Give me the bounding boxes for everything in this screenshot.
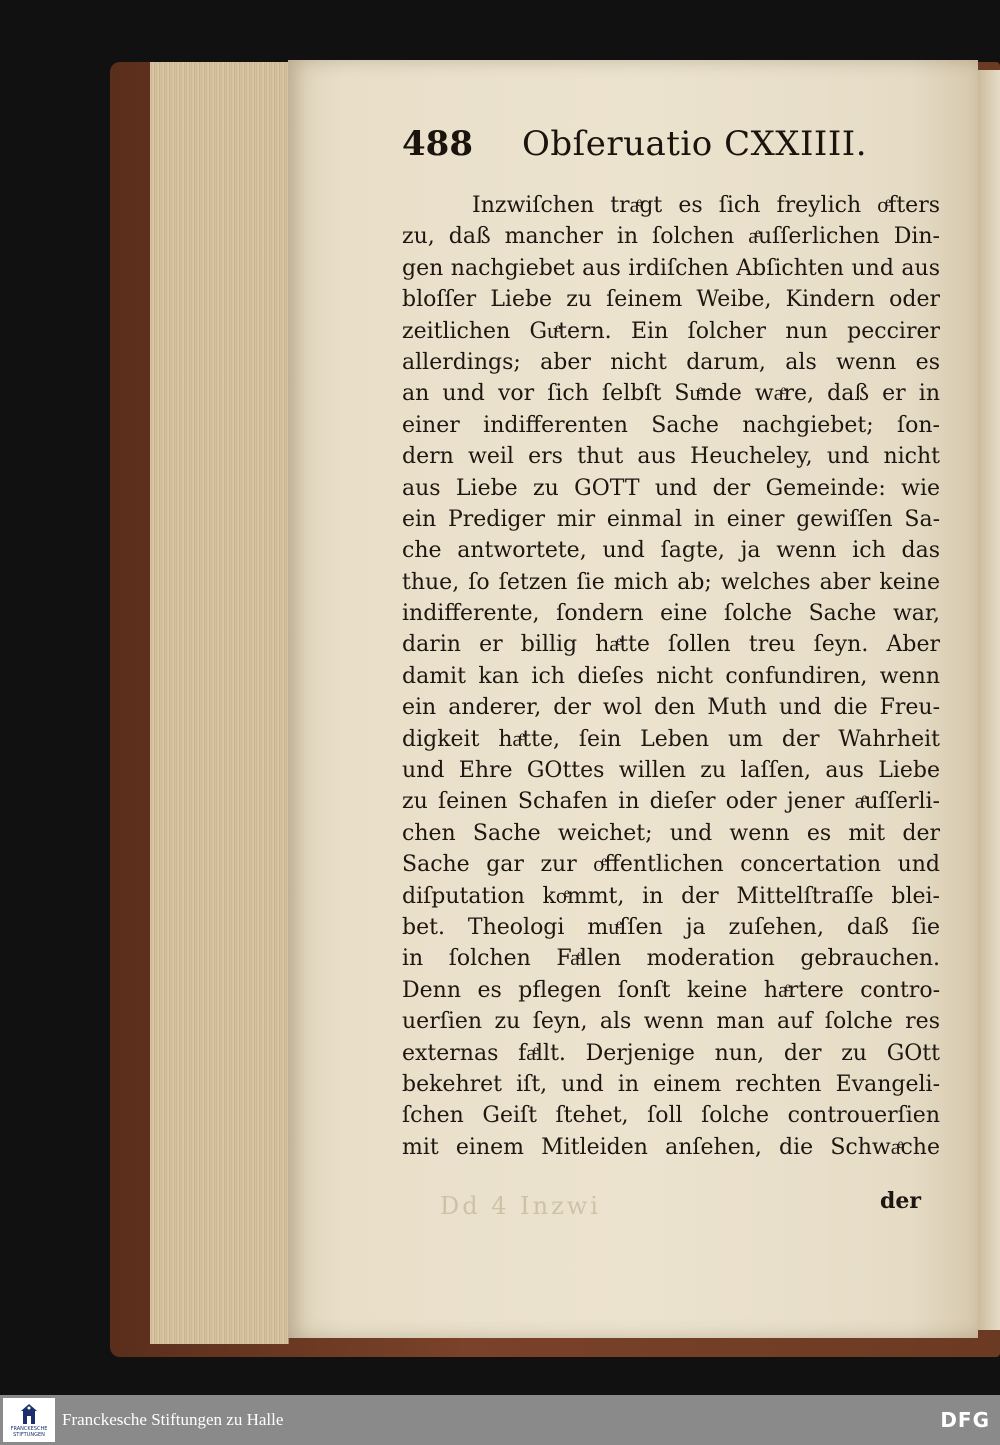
body-text <box>402 190 940 1163</box>
text-line: bloſſer Liebe zu ſeinem Weibe, Kindern oder <box>402 287 940 313</box>
text-line: dern weil ers thut aus Heucheley, und nicht <box>402 444 940 470</box>
footer-bar <box>0 1395 1000 1445</box>
text-line: einer indifferenten Sache nachgiebet; ſon- <box>402 412 940 438</box>
logo-text: FRANCKESCHE STIFTUNGEN <box>10 1426 48 1438</box>
text-line: externas faͤllt. Derjenige nun, der zu GOtt <box>402 1040 940 1066</box>
text-line: digkeit haͤtte, ſein Leben um der Wahrheit <box>402 726 940 752</box>
page-header <box>402 124 942 174</box>
text-line: zeitlichen Guͤtern. Ein ſolcher nun peccirer <box>402 318 940 344</box>
text-line: bet. Theologi muͤſſen ja zuſehen, daß ſie <box>402 914 940 940</box>
text-line: ein Prediger mir einmal in einer gewiſſen Sa- <box>402 506 940 532</box>
footer-title[interactable]: Franckesche Stiftungen zu Halle <box>62 1410 284 1429</box>
text-line: zu ſeinen Schafen in dieſer oder jener aͤuſſerli- <box>402 789 940 815</box>
text-line: ein anderer, der wol den Muth und die Freu- <box>402 695 940 721</box>
text-line: Sache gar zur oͤffentlichen concertation und <box>402 852 940 878</box>
text-line: che antwortete, und ſagte, ja wenn ich das <box>402 538 940 564</box>
text-line: an und vor ſich ſelbſt Suͤnde waͤre, daß er in <box>402 381 940 407</box>
text-line: Inzwiſchen traͤgt es ſich freylich oͤfters <box>472 193 940 218</box>
building-icon <box>19 1402 39 1426</box>
text-line: indifferente, ſondern eine ſolche Sache war, <box>402 601 940 627</box>
institution-logo[interactable] <box>3 1398 55 1442</box>
show-through-text: Dd 4 Inzwi <box>440 1192 601 1220</box>
text-line: damit kan ich dieſes nicht confundiren, wenn <box>402 663 940 689</box>
text-line: aus Liebe zu GOTT und der Gemeinde: wie <box>402 475 940 501</box>
text-line: Denn es pflegen ſonſt keine haͤrtere contro- <box>402 977 940 1003</box>
text-line: und Ehre GOttes willen zu laſſen, aus Liebe <box>402 758 940 784</box>
text-line: zu, daß mancher in ſolchen aͤuſſerlichen Din- <box>402 224 940 250</box>
catchword: der <box>880 1188 921 1214</box>
running-title: Obſeruatio CXXIIII. <box>522 124 868 164</box>
text-line: thue, ſo ſetzen ſie mich ab; welches aber keine <box>402 569 940 595</box>
text-line: allerdings; aber nicht darum, als wenn es <box>402 349 940 375</box>
page-edges <box>150 62 289 1344</box>
text-line: uerſien zu ſeyn, als wenn man auf ſolche res <box>402 1009 940 1035</box>
text-line: gen nachgiebet aus irdiſchen Abſichten und aus <box>402 255 940 281</box>
text-line: chen Sache weichet; und wenn es mit der <box>402 820 940 846</box>
facing-page-edge <box>978 70 1000 1330</box>
text-line: ſchen Geiſt ſtehet, ſoll ſolche controuerſien <box>402 1103 940 1129</box>
text-line: mit einem Mitleiden anſehen, die Schwaͤche <box>402 1134 940 1160</box>
text-line: darin er billig haͤtte ſollen treu ſeyn. Aber <box>402 632 940 658</box>
dfg-logo[interactable]: DFG <box>940 1408 990 1432</box>
text-line: in ſolchen Faͤllen moderation gebrauchen. <box>402 946 940 972</box>
text-line: diſputation koͤmmt, in der Mittelſtraſſe blei- <box>402 883 940 909</box>
page-number: 488 <box>402 124 473 164</box>
text-line: bekehret iſt, und in einem rechten Evangeli- <box>402 1071 940 1097</box>
